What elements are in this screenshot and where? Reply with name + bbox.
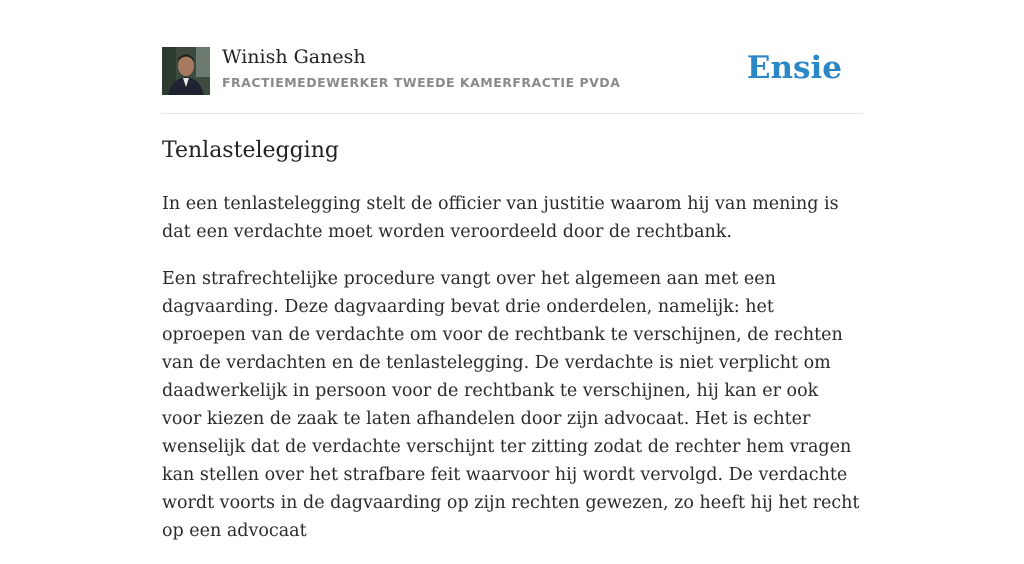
author-role: FRACTIEMEDEWERKER TWEEDE KAMERFRACTIE PVDA xyxy=(222,75,621,90)
paragraph: In een tenlastelegging stelt de officier van justitie waarom hij van mening is dat een verdachte moet worden veroordeeld door de rechtbank. xyxy=(162,194,839,242)
article-body xyxy=(162,190,862,564)
author-name[interactable]: Winish Ganesh xyxy=(222,46,366,68)
ensie-logo[interactable]: Ensie xyxy=(746,50,842,86)
article-header xyxy=(162,0,862,114)
content-column xyxy=(162,0,862,541)
avatar-photo-icon xyxy=(162,47,210,95)
article-title: Tenlastelegging xyxy=(162,138,339,163)
author-avatar[interactable] xyxy=(162,47,210,95)
paragraph: Een strafrechtelijke procedure vangt over het algemeen aan met een dagvaarding. Deze dagvaarding bevat drie onderdelen, namelijk: het oproepen van de verdachte om voor de rechtbank te verschijnen, de rechten van de verdachten en de tenlastelegging. De verdachte is niet verplicht om daadwerkelijk in persoon voor de rechtbank te verschijnen, hij kan er ook voor kiezen de zaak te laten afhandelen door zijn advocaat. Het is echter wenselijk dat de verdachte verschijnt ter zitting zodat de rechter hem vragen kan stellen over het strafbare feit waarvoor hij wordt vervolgd. De verdachte wordt voorts in de dagvaarding op zijn rechten gewezen, zo heeft hij het recht op een advocaat xyxy=(162,269,860,541)
